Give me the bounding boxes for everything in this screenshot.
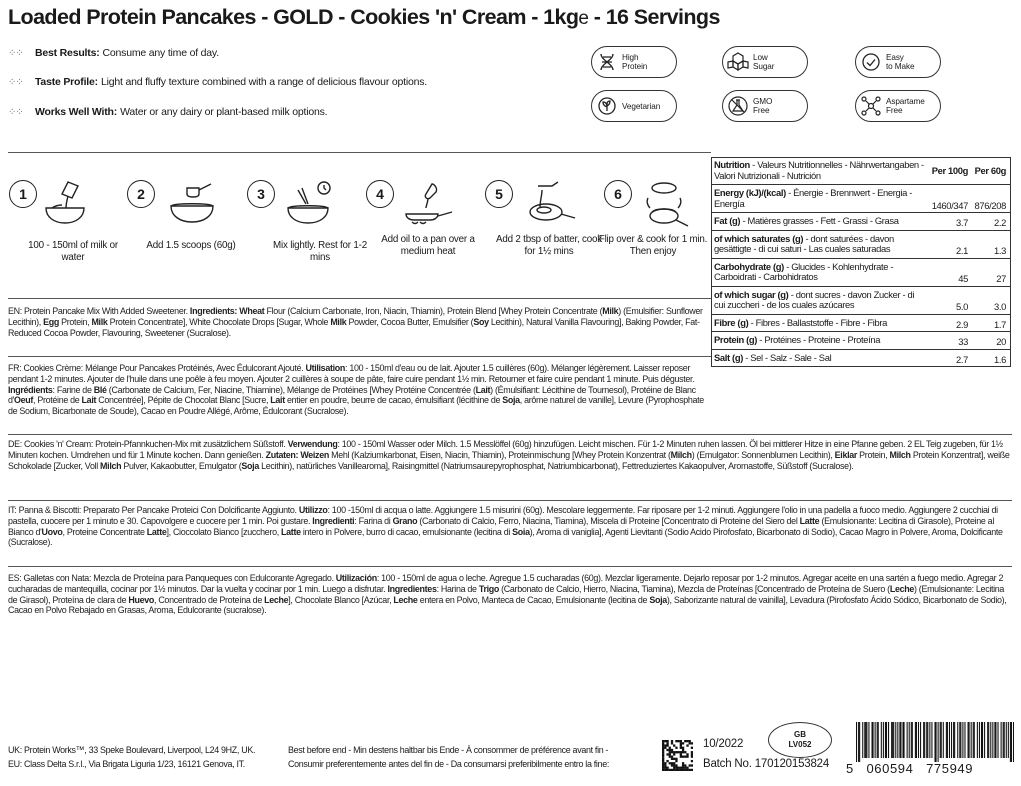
ingredient-text: (Carbonate de Calcium, Fer, Niacine, Thiamine), Mélange de Protéines [Whey Protéine Concentrée ( bbox=[106, 384, 476, 396]
allergen-bold: Trigo bbox=[478, 583, 499, 595]
ingredient-text: Protein Concentrate], White Chocolate Drops [Sugar, Whole bbox=[107, 316, 331, 328]
allergen-bold: Utilisation bbox=[305, 363, 346, 374]
allergen-bold: Oeuf bbox=[14, 395, 34, 407]
allergen-bold: Ingrédients bbox=[8, 384, 53, 396]
allergen-bold: Milch bbox=[889, 449, 911, 461]
divider bbox=[8, 356, 711, 357]
allergen-bold: Blé bbox=[93, 384, 107, 396]
ingredient-text: FR: Cookies Crème: Mélange Pour Pancakes Protéinés, Avec Édulcorant Ajouté. bbox=[8, 363, 306, 374]
nutrient-name: Fibre (g) bbox=[714, 316, 749, 328]
divider bbox=[8, 500, 1012, 501]
sparkle-icon: ⁘⁘ bbox=[8, 106, 23, 118]
ingredient-text: Protein, bbox=[857, 449, 890, 461]
ingredient-text: : Harina de bbox=[436, 583, 479, 595]
allergen-bold: Milch bbox=[100, 460, 122, 472]
feature-taste-profile bbox=[8, 76, 427, 88]
ingredient-text: Pulver, Kakaobutter, Emulgator ( bbox=[121, 460, 242, 472]
nutrient-translations: - Glucides - Kohlenhydrate - Carboidrati - Carbohidratos bbox=[714, 260, 894, 282]
badge-line2: Free bbox=[886, 106, 903, 115]
batter-pan-icon bbox=[524, 178, 578, 228]
health-mark-code: LV052 bbox=[788, 740, 812, 749]
feature-text: Water or any dairy or plant-based milk options. bbox=[120, 106, 328, 118]
ingredient-text: (Emulsionante: Lecitina di Girasole), Proteine al Bianco d' bbox=[8, 515, 994, 538]
pour-milk-icon bbox=[38, 178, 92, 228]
ingredient-text: Concentrée], Pépite de Chocolat Blanc [Sucre, bbox=[96, 395, 271, 407]
health-mark-country: GB bbox=[794, 730, 806, 739]
ingredient-text: ), Aroma di vaniglia], Agenti Lievitanti (Sodio Acido Pirofosfato, Bicarbonato di Sodio), Cacao Magro in Polvere, Aroma, Dolcificante (Sucralose). bbox=[8, 526, 1003, 549]
feature-label: Taste Profile: bbox=[35, 76, 98, 88]
value-per-60g: 1.6 bbox=[970, 349, 1011, 367]
nutrient-translations: - dont saturées - davon gesättigte - di cui saturi - Las cuales saturadas bbox=[714, 232, 894, 254]
value-per-60g: 876/208 bbox=[970, 185, 1011, 213]
allergen-bold: Leche bbox=[393, 594, 418, 606]
divider bbox=[8, 152, 711, 153]
badge-line2: Sugar bbox=[753, 62, 775, 71]
value-per-100g: 2.7 bbox=[926, 349, 970, 367]
nutrition-title: Nutrition bbox=[714, 159, 750, 170]
product-title bbox=[8, 5, 720, 30]
badge-line2: Protein bbox=[622, 62, 648, 71]
allergen-bold: Ingredients: Wheat bbox=[189, 306, 265, 317]
ingredient-text: IT: Panna & Biscotti: Preparato Per Pancake Proteici Con Dolcificante Aggiunto. bbox=[8, 505, 299, 516]
barcode-digits: 5 060594 775949 bbox=[846, 761, 974, 776]
allergen-bold: Milk bbox=[330, 316, 347, 328]
nutrient-name: Carbohydrate (g) bbox=[714, 260, 784, 272]
nutrient-name: of which sugar (g) bbox=[714, 288, 789, 300]
value-per-60g: 1.3 bbox=[970, 230, 1011, 258]
allergen-bold: Ingredienti bbox=[312, 515, 355, 527]
nutrition-row bbox=[712, 230, 1011, 258]
feature-label: Best Results: bbox=[35, 47, 100, 59]
nutrition-table bbox=[711, 157, 1011, 367]
feature-text: Consume any time of day. bbox=[102, 47, 219, 59]
nutrient-name: Fat (g) bbox=[714, 215, 741, 226]
feature-best-results bbox=[8, 47, 219, 59]
allergen-bold: Soy bbox=[473, 316, 489, 328]
ingredients-it bbox=[8, 506, 1012, 549]
nutrient-name: Energy (kJ)/(kcal) bbox=[714, 187, 786, 198]
allergen-bold: Egg bbox=[43, 316, 59, 328]
value-per-100g: 1460/347 bbox=[926, 185, 970, 213]
sparkle-icon: ⁘⁘ bbox=[8, 76, 23, 88]
ingredient-text: ) (Émulsifiant: Lécithine de Tournesol), Protéine de Blanc d' bbox=[8, 384, 696, 407]
ingredient-text: ES: Galletas con Nata: Mezcla de Proteína para Panqueques con Edulcorante Agregado. bbox=[8, 573, 336, 584]
ingredient-text: entera en Polvo, Manteca de Cacao, Emulsionante (lecitina de bbox=[417, 594, 650, 606]
ingredient-text: DE: Cookies 'n' Cream: Protein-Pfannkuchen-Mix mit zusätzlichem Süßstoff. bbox=[8, 439, 288, 450]
ingredient-text: : Farine de bbox=[52, 384, 94, 396]
ingredients-es bbox=[8, 574, 1012, 617]
best-before-label-2: Consumir preferentemente antes del fin de - Da consumarsi preferibilmente entro la fine: bbox=[288, 759, 609, 770]
allergen-bold: Zutaten: Weizen bbox=[265, 449, 329, 461]
step-number: 4 bbox=[366, 180, 394, 208]
allergen-bold: Verwendung bbox=[287, 439, 338, 450]
nutrition-row bbox=[712, 286, 1011, 314]
badge-low-sugar bbox=[722, 46, 808, 78]
nutrition-header bbox=[712, 158, 1011, 185]
nutrient-translations: - Protéines - Proteine - Proteína bbox=[757, 334, 881, 345]
divider bbox=[8, 566, 1012, 567]
value-per-60g: 1.7 bbox=[970, 314, 1011, 332]
address-eu: EU: Class Delta S.r.l., Via Brigata Liguria 1/23, 16121 Genova, IT. bbox=[8, 759, 245, 770]
health-mark-oval bbox=[768, 722, 832, 758]
allergen-bold: Lait bbox=[475, 384, 491, 396]
allergen-bold: Soja bbox=[649, 594, 667, 606]
title-main: Loaded Protein Pancakes - GOLD - Cookies 'n' Cream - 1kg bbox=[8, 5, 579, 29]
ingredient-text: ) (Emulgator: Sonnenblumen Lecithin), bbox=[691, 449, 835, 461]
check-circle-icon bbox=[856, 47, 886, 77]
molecule-icon bbox=[856, 91, 886, 121]
allergen-bold: Utilización bbox=[335, 573, 377, 584]
nutrient-translations: - dont sucres - davon Zucker - di cui zuccheri - de los cuales azúcares bbox=[714, 288, 915, 310]
ingredient-text: : 100 - 150ml de agua o leche. Agregue 1.5 cucharadas (60g). Mezclar ligeramente. Dejarlo reposar por 1-2 minutos. Agregar aceite en una sartén a fuego medio. Agregar 2 cucharadas de mantequilla, cocinar por 1½ minutos. Dar la vuelta y cocinar por 1 min. Luego a disfrutar. bbox=[8, 573, 1004, 595]
nutrient-translations: - Fibres - Ballaststoffe - Fibre - Fibra bbox=[748, 316, 887, 328]
feature-label: Works Well With: bbox=[35, 106, 118, 118]
step-text: 100 - 150ml of milk or water bbox=[28, 240, 118, 263]
allergen-bold: Utilizzo bbox=[298, 505, 328, 516]
divider bbox=[8, 298, 711, 299]
allergen-bold: Lait bbox=[81, 395, 97, 407]
value-per-60g: 27 bbox=[970, 258, 1011, 286]
ingredient-text: Lecithin), Natural Vanilla Flavouring], Baking Powder, Fat-Reduced Cocoa Powder, Flavouring, Sweetener (Sucralose). bbox=[8, 316, 700, 339]
feature-works-well-with bbox=[8, 106, 327, 118]
badge-vegetarian bbox=[591, 90, 677, 122]
value-per-60g: 2.2 bbox=[970, 213, 1011, 231]
batch-number: Batch No. 170120153824 bbox=[703, 758, 830, 770]
allergen-bold: Latte bbox=[281, 526, 301, 538]
flask-icon bbox=[723, 91, 753, 121]
nutrition-row bbox=[712, 349, 1011, 367]
flip-pancake-icon bbox=[638, 178, 692, 228]
ingredient-text: ) (Emulsifier: Sunflower Lecithin), bbox=[8, 306, 703, 328]
nutrient-name: of which saturates (g) bbox=[714, 232, 804, 244]
ingredient-text: Lecithin), natürliches Vanillearoma], Raisingmittel (Natriumsaurepyrophosphat, Natriumbicarbonat), Fettreduziertes Kakaopulver, Aromastoffe, Süßstoff (Sucralose). bbox=[258, 460, 854, 472]
allergen-bold: Soja bbox=[241, 460, 259, 472]
badge-line1: Aspartame bbox=[886, 97, 925, 106]
nutrition-row bbox=[712, 185, 1011, 213]
ingredient-text: , Concentrado de Proteína de bbox=[154, 594, 265, 606]
allergen-bold: Latte bbox=[146, 526, 167, 538]
step-number: 2 bbox=[127, 180, 155, 208]
allergen-bold: Soja bbox=[502, 395, 520, 407]
address-uk: UK: Protein Works™, 33 Speke Boulevard, Liverpool, L24 9HZ, UK. bbox=[8, 745, 256, 756]
ingredient-text: Protein, bbox=[58, 316, 92, 328]
step-number: 1 bbox=[9, 180, 37, 208]
badge-line2: Free bbox=[753, 106, 770, 115]
badge-line1: Vegetarian bbox=[622, 101, 661, 111]
allergen-bold: Milk bbox=[91, 316, 108, 328]
whisk-timer-icon bbox=[284, 178, 338, 228]
nutrient-translations: - Sel - Salz - Sale - Sal bbox=[742, 351, 832, 363]
ingredient-text: (Carbonato de Calcio, Hierro, Niacina, Tiamina), Mezcla de Proteínas [Concentrado de Proteína de Suero ( bbox=[498, 583, 890, 595]
badge-line2: to Make bbox=[886, 62, 915, 71]
ingredient-text: ], Cioccolato Bianco [zucchero, bbox=[166, 526, 282, 538]
badge-gmo-free bbox=[722, 90, 808, 122]
ingredient-text: Powder, Cocoa Butter, Emulsifier ( bbox=[346, 316, 474, 328]
dna-icon bbox=[592, 47, 622, 77]
col-per-100g: Per 100g bbox=[926, 158, 970, 185]
estimated-sign: e bbox=[578, 8, 589, 29]
allergen-bold: Huevo bbox=[128, 594, 155, 606]
allergen-bold: Milch bbox=[670, 449, 692, 461]
step-text: Add 1.5 scoops (60g) bbox=[146, 240, 236, 251]
ingredient-text: , Proteine Concentrate bbox=[62, 526, 147, 538]
nutrient-translations: - Matières grasses - Fett - Grassi - Grasa bbox=[740, 215, 899, 226]
value-per-60g: 3.0 bbox=[970, 286, 1011, 314]
allergen-bold: Ingredientes bbox=[387, 583, 437, 595]
value-per-100g: 45 bbox=[926, 258, 970, 286]
ingredient-text: ], Chocolate Blanco [Azúcar, bbox=[288, 594, 394, 606]
allergen-bold: Soia bbox=[512, 526, 530, 538]
badge-aspartame-free bbox=[855, 90, 941, 122]
datamatrix-code-icon bbox=[662, 740, 693, 771]
step-number: 3 bbox=[247, 180, 275, 208]
ingredient-text: intero in Polvere, burro di cacao, emulsionante (lecitina di bbox=[300, 526, 513, 538]
ingredient-text: entier en poudre, beurre de cacao, émulsifiant (lécithine de bbox=[284, 395, 503, 407]
allergen-bold: Uovo bbox=[41, 526, 63, 538]
allergen-bold: Milk bbox=[602, 306, 619, 317]
badge-line1: High bbox=[622, 53, 639, 62]
step-number: 6 bbox=[604, 180, 632, 208]
badge-line1: GMO bbox=[753, 97, 773, 106]
step-text: Flip over & cook for 1 min. Then enjoy bbox=[598, 234, 708, 257]
barcode-icon bbox=[856, 722, 1014, 762]
best-before-label: Best before end - Min destens haltbar bis Ende - À consommer de préférence avant fin - bbox=[288, 745, 609, 756]
leaf-icon bbox=[592, 91, 622, 121]
value-per-100g: 2.9 bbox=[926, 314, 970, 332]
nutrition-row bbox=[712, 213, 1011, 231]
ingredient-text: , Protéine de bbox=[33, 395, 82, 407]
feature-text: Light and fluffy texture combined with a range of delicious flavour options. bbox=[100, 76, 428, 88]
value-per-100g: 5.0 bbox=[926, 286, 970, 314]
sparkle-icon: ⁘⁘ bbox=[8, 47, 23, 59]
allergen-bold: Grano bbox=[392, 515, 418, 527]
nutrition-title-translations: - Valeurs Nutritionnelles - Nährwertangaben - Valori Nutrizionali - Nutrición bbox=[714, 159, 924, 181]
title-tail: - 16 Servings bbox=[588, 5, 720, 29]
ingredient-text: : 100 - 150ml Wasser oder Milch. 1.5 Messlöffel (60g) hinzufügen. Leicht mischen. Für 1-2 Minuten ruhen lassen. Öl bei mittlerer Hitze in eine Pfanne geben. 2 EL Teig zugeben, für 1½ Minuten kochen. Umdrehen und für 1 Minute kochen. Dann genießen. bbox=[8, 439, 1003, 461]
nutrient-name: Salt (g) bbox=[714, 351, 743, 363]
badge-high-protein bbox=[591, 46, 677, 78]
ingredients-de bbox=[8, 440, 1012, 472]
step-text: Mix lightly. Rest for 1-2 mins bbox=[273, 240, 367, 263]
allergen-bold: Lait bbox=[270, 395, 285, 407]
allergen-bold: Leche bbox=[889, 583, 915, 595]
allergen-bold: Leche bbox=[264, 594, 289, 606]
ingredient-text: ), Saborizante natural de vainilla], Levadura (Pirofosfato Ácido Sódico, Bicarbonato de Sodio), Cacao en Polvo Rebajado en Grasas, Aroma, Edulcorante (sucralose). bbox=[8, 594, 1007, 617]
value-per-60g: 20 bbox=[970, 332, 1011, 350]
ingredients-fr bbox=[8, 364, 707, 418]
ingredient-text: , arôme naturel de vanille], Levure (Pyrophosphate de Sodium, Bicarbonate de Soude), Cacao en Poudre Allégé, Arôme, Édulcorant (Sucralose). bbox=[8, 395, 704, 418]
allergen-bold: Eiklar bbox=[834, 449, 858, 461]
nutrition-row bbox=[712, 258, 1011, 286]
col-per-60g: Per 60g bbox=[970, 158, 1011, 185]
sugar-cubes-icon bbox=[723, 47, 753, 77]
badge-line1: Low bbox=[753, 53, 768, 62]
nutrition-row bbox=[712, 314, 1011, 332]
ingredient-text: (Carbonato di Calcio, Ferro, Niacina, Tiamina), Miscela di Proteine [Concentrato di Proteine del Siero del bbox=[417, 515, 800, 527]
step-text: Add oil to a pan over a medium heat bbox=[381, 234, 475, 257]
value-per-100g: 33 bbox=[926, 332, 970, 350]
value-per-100g: 2.1 bbox=[926, 230, 970, 258]
step-number: 5 bbox=[485, 180, 513, 208]
badge-line1: Easy bbox=[886, 53, 904, 62]
allergen-bold: Latte bbox=[799, 515, 820, 527]
ingredient-text: : 100 - 150ml d'eau ou de lait. Ajouter 1.5 cuillères (60g). Mélanger légèrement. Laisser reposer pendant 1-2 minutes. Ajouter de l'huile dans une poêle à feu moyen. Ajouter 2 cuillères à soupe de pâte, faire cuire pendant 1½ min. Retourner et faire cuire pendant 1 minute. Puis déguster. bbox=[8, 363, 695, 385]
badge-easy-to-make bbox=[855, 46, 941, 78]
scoop-bowl-icon bbox=[165, 178, 219, 228]
ingredient-text: Flour (Calcium Carbonate, Iron, Niacin, Thiamin), Protein Blend [Whey Protein Concentrate ( bbox=[264, 306, 603, 317]
divider bbox=[8, 434, 1012, 435]
nutrition-row bbox=[712, 332, 1011, 350]
ingredient-text: EN: Protein Pancake Mix With Added Sweetener. bbox=[8, 306, 190, 317]
value-per-100g: 3.7 bbox=[926, 213, 970, 231]
ingredient-text: ) (Emulsionante: Lecitina de Girasol), Proteína de clara de bbox=[8, 583, 1005, 606]
nutrient-name: Protein (g) bbox=[714, 334, 758, 345]
ingredient-text: Protein Konzentrat], weiße Schokolade [Zucker, Voll bbox=[8, 449, 1010, 472]
ingredient-text: : 100 -150ml di acqua o latte. Aggiungere 1.5 misurini (60g). Mescolare leggermente. Far riposare per 1-2 minuti. Aggiungere l'olio in una padella a fuoco medio. Aggiungere 2 cucchiai di pastella, cuocere per 1 minuto e 30. Capovolgere e cuocere per 1 min. Poi gustare. bbox=[8, 505, 998, 527]
ingredients-en bbox=[8, 307, 707, 339]
nutrient-translations: - Énergie - Brennwert - Energia - Energía bbox=[714, 187, 913, 209]
step-text: Add 2 tbsp of batter, cook for 1½ mins bbox=[496, 234, 602, 257]
best-before-date: 10/2022 bbox=[703, 738, 744, 750]
oil-pan-icon bbox=[402, 178, 456, 228]
ingredient-text: : Farina di bbox=[354, 515, 393, 527]
ingredient-text: Mehl (Kalziumkarbonat, Eisen, Niacin, Thiamin), Proteinmischung [Whey Protein Konzentrat ( bbox=[328, 449, 671, 461]
